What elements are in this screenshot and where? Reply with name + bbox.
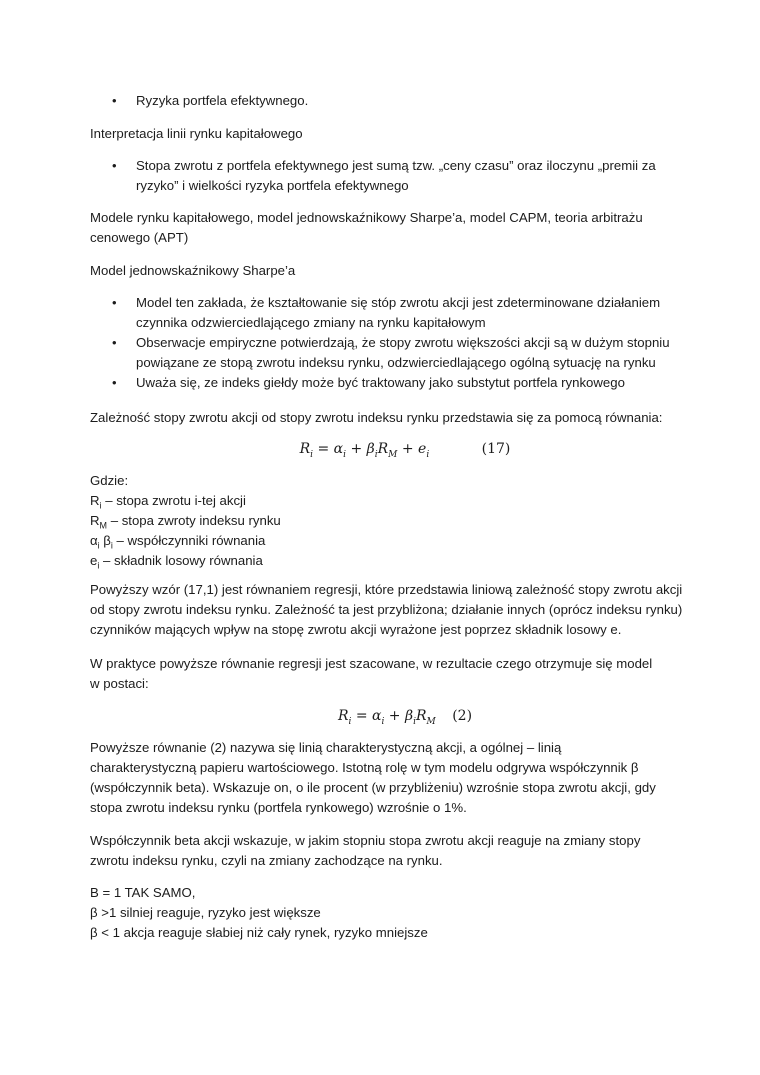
legend-alpha-beta: $\alpha_i$ $\beta_i$ – współczynniki równania <box>90 533 266 551</box>
beta-line-2: β >1 silniej reaguje, ryzyko jest większe <box>90 905 321 920</box>
heading-modele: Modele rynku kapitałowego, model jednowskaźnikowy Sharpe’a, model CAPM, teoria arbitrażu cenowego (APT) <box>90 210 643 245</box>
bullet-list-2 <box>90 156 670 196</box>
para-beta: Współczynnik beta akcji wskazuje, w jakim stopniu stopa zwrotu akcji reaguje na zmiany stopy zwrotu indeksu rynku, czyli na zmiany zachodzące na rynku. <box>90 833 641 868</box>
list-item: • Stopa zwrotu z portfela efektywnego jest sumą tzw. „ceny czasu” oraz iloczynu „premii za ryzyko” i wielkości ryzyka portfela efektywnego <box>112 158 656 193</box>
list-item: • Ryzyka portfela efektywnego. <box>90 91 720 111</box>
list-item: • Obserwacje empiryczne potwierdzają, że stopy zwrotu większości akcji są w dużym stopniu powiązane ze stopą zwrotu indeksu rynku, odzwierciedlającego ogólną sytuację na rynku <box>112 335 670 370</box>
bullet-icon: • <box>112 158 117 173</box>
equation-17-number: (17) <box>481 441 511 457</box>
heading-interpretacja: Interpretacja linii rynku kapitałowego <box>90 126 303 141</box>
equation-2 <box>90 706 720 726</box>
bullet-icon: • <box>112 295 117 310</box>
equation-17-formula: $R_i = \alpha_i + \beta_iR_M + e_i$ <box>299 441 430 460</box>
bullet-icon: • <box>112 375 117 390</box>
list-item: • Uważa się, ze indeks giełdy może być traktowany jako substytut portfela rynkowego <box>90 373 680 393</box>
legend-gdzie: Gdzie: <box>90 473 129 488</box>
para-zaleznosc: Zależność stopy zwrotu akcji od stopy zwrotu indeksu rynku przedstawia się za pomocą równania: <box>90 410 663 425</box>
bullet-list-1 <box>90 91 720 111</box>
legend-ei: $e_i$ – składnik losowy równania <box>90 553 263 571</box>
equation-17 <box>90 439 720 459</box>
list-item: • Model ten zakłada, że kształtowanie się stóp zwrotu akcji jest zdeterminowane działaniem czynnika odzwierciedlającego zmiany na rynku kapitałowym <box>112 295 661 330</box>
equation-2-formula: $R_i = \alpha_i + \beta_iR_M$ <box>337 708 436 727</box>
para-linia: Powyższe równanie (2) nazywa się linią charakterystyczną akcji, a ogólnej – linią charakterystyczną papieru wartościowego. Istotną rolę w tym modelu odgrywa współczynnik β (współczynnik beta). Wskazuje on, o ile procent (w przybliżeniu) wzrośnie stopa zwrotu akcji, gdy stopa zwrotu indeksu rynku (portfela rynkowego) wzrośnie o 1%. <box>90 740 656 815</box>
beta-line-1: B = 1 TAK SAMO, <box>90 885 196 900</box>
para-praktyka: W praktyce powyższe równanie regresji jest szacowane, w rezultacie czego otrzymuje się model w postaci: <box>90 656 653 691</box>
legend-block <box>90 471 720 571</box>
bullet-list-3 <box>90 293 680 393</box>
para-regresja: Powyższy wzór (17,1) jest równaniem regresji, które przedstawia liniową zależność stopy zwrotu akcji od stopy zwrotu indeksu rynku. Zależność ta jest przybliżona; działanie innych (oprócz indeksu rynku) czynników mających wpływ na stopę zwrotu akcji wyrażone jest poprzez składnik losowy e. <box>90 582 683 637</box>
beta-lines <box>90 883 720 943</box>
legend-ri: $R_i$ – stopa zwrotu i-tej akcji <box>90 493 246 511</box>
bullet-icon: • <box>112 93 117 108</box>
legend-rm: $R_M$ – stopa zwroty indeksu rynku <box>90 513 281 531</box>
equation-2-number: (2) <box>452 708 473 724</box>
heading-sharpe: Model jednowskaźnikowy Sharpe’a <box>90 263 296 278</box>
bullet-icon: • <box>112 335 117 350</box>
beta-line-3: β < 1 akcja reaguje słabiej niż cały rynek, ryzyko mniejsze <box>90 925 428 940</box>
